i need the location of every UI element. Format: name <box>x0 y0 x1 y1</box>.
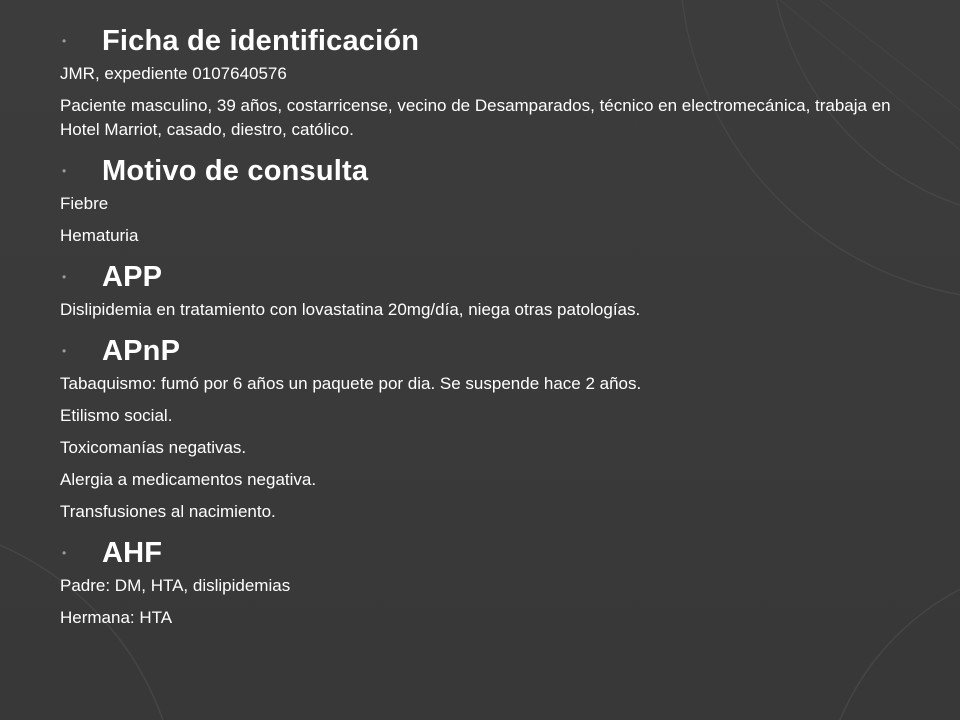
text-line: Fiebre <box>60 194 109 213</box>
bullet-icon: • <box>62 270 67 284</box>
text-line: Hermana: HTA <box>60 608 173 627</box>
heading-row <box>60 20 920 62</box>
text-line: Padre: DM, HTA, dislipidemias <box>60 576 291 595</box>
heading-row <box>60 150 920 192</box>
section-heading: Ficha de identificación <box>102 24 420 57</box>
text-line: Tabaquismo: fumó por 6 años un paquete por dia. Se suspende hace 2 años. <box>60 374 642 393</box>
text-line: JMR, expediente 0107640576 <box>60 64 287 83</box>
text-line: Etilismo social. <box>60 406 173 425</box>
section-motivo-consulta <box>60 150 920 248</box>
section-app <box>60 256 920 322</box>
heading-row <box>60 330 920 372</box>
text-line: Toxicomanías negativas. <box>60 438 247 457</box>
text-line: Paciente masculino, 39 años, costarricense, vecino de Desamparados, técnico en electromecánica, trabaja en Hotel Marriot, casado, diestro, católico. <box>60 96 891 139</box>
bullet-icon: • <box>62 344 67 358</box>
section-ahf <box>60 532 920 630</box>
text-line: Hematuria <box>60 226 139 245</box>
section-heading: Motivo de consulta <box>102 154 369 187</box>
heading-row <box>60 256 920 298</box>
text-line: Alergia a medicamentos negativa. <box>60 470 317 489</box>
section-apnp <box>60 330 920 524</box>
text-line: Dislipidemia en tratamiento con lovastatina 20mg/día, niega otras patologías. <box>60 300 641 319</box>
section-ficha-identificacion <box>60 20 920 142</box>
bullet-icon: • <box>62 164 67 178</box>
heading-row <box>60 532 920 574</box>
slide-content <box>60 18 920 638</box>
bullet-icon: • <box>62 546 67 560</box>
text-line: Transfusiones al nacimiento. <box>60 502 276 521</box>
section-heading: APnP <box>102 334 181 367</box>
section-heading: APP <box>102 260 163 293</box>
section-heading: AHF <box>102 536 163 569</box>
bullet-icon: • <box>62 34 67 48</box>
